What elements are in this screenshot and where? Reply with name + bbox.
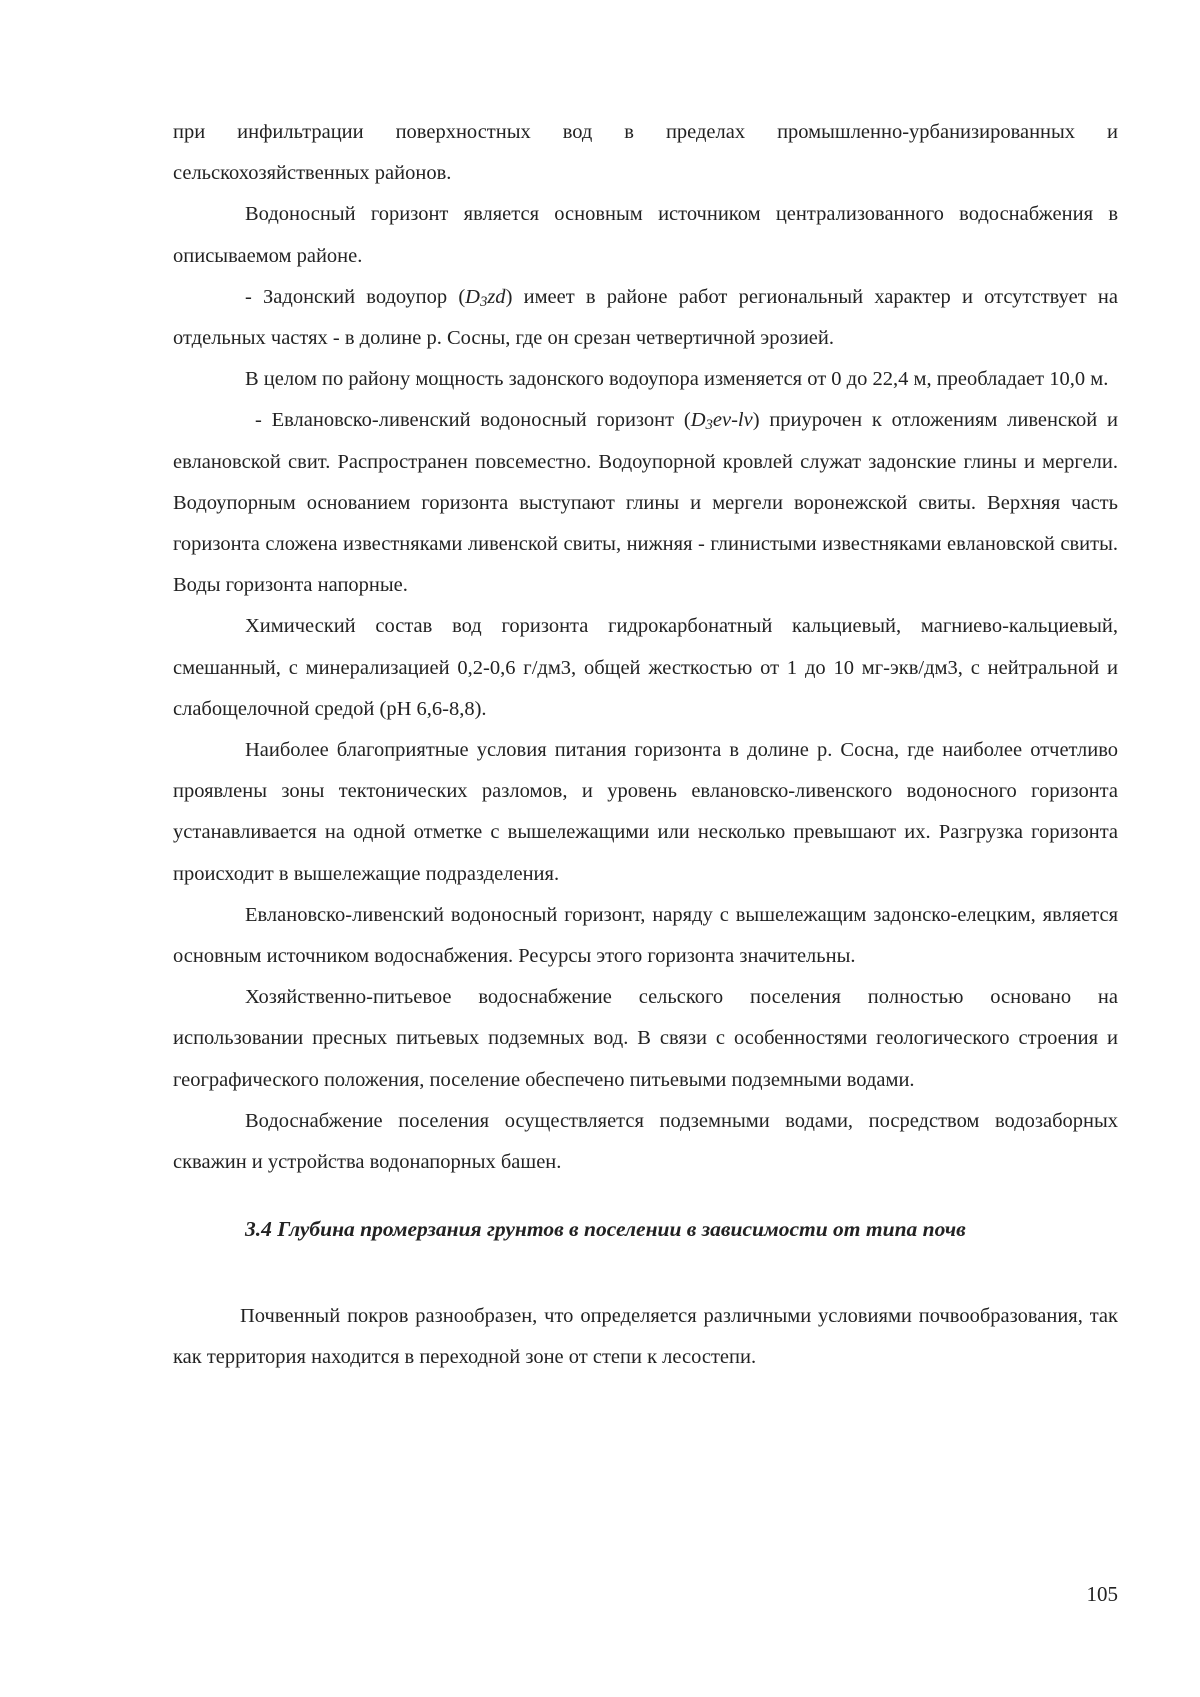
paragraph-main-supply-source: Евлановско-ливенский водоносный горизонт, наряду с вышележащим задонско-елецким, является основным источником водоснабжения. Ресурсы этого горизонта значительны. <box>173 903 1118 968</box>
paragraph-soil-cover: Почвенный покров разнообразен, что определяется различными условиями почвообразования, так как территория находится в переходной зоне от степи к лесостепи. <box>173 1305 1118 1369</box>
paragraph-aquitard-thickness: В целом по району мощность задонского водоупора изменяется от 0 до 22,4 м, преобладает 10,0 м. <box>245 368 1109 391</box>
paragraph-text-end: ) приурочен к отложениям ливенской и евлановской свит. Распространен повсеместно. Водоупорной кровлей служат задонские глины и мергели. Водоупорным основанием горизонта выступают глины и мергели воронежской свиты. Верхняя часть горизонта сложена известняками ливенской свиты, нижняя - глинистыми известняками евлановской свиты. Воды горизонта напорные. <box>173 409 1118 597</box>
paragraph-water-supply-method: Водоснабжение поселения осуществляется подземными водами, посредством водозаборных скважин и устройства водонапорных башен. <box>173 1109 1118 1174</box>
paragraph-text-start: - Евлановско-ливенский водоносный горизонт ( <box>255 409 691 432</box>
formula-d3ev-lv: $D_3ev-lv$ <box>690 409 753 434</box>
paragraph-recharge-conditions: Наиболее благоприятные условия питания горизонта в долине р. Сосна, где наиболее отчетливо проявлены зоны тектонических разломов, и уровень евлановско-ливенского водоносного горизонта устанавливается на одной отметке с вышележащими или несколько превышают их. Разгрузка горизонта происходит в вышележащие подразделения. <box>173 739 1118 885</box>
paragraph-text-start: - Задонский водоупор <box>245 285 459 308</box>
paragraph-aquifer-main-source: Водоносный горизонт является основным источником централизованного водоснабжения в описываемом районе. <box>173 203 1118 267</box>
page-body <box>173 112 1118 1379</box>
page-number: 105 <box>1086 1582 1118 1606</box>
paragraph-text-end: имеет в районе работ региональный характер и отсутствует на отдельных частях - в долине р. Сосны, где он срезан четвертичной эрозией. <box>173 285 1118 350</box>
paragraph-drinking-water-supply: Хозяйственно-питьевое водоснабжение сельского поселения полностью основано на использовании пресных питьевых подземных вод. В связи с особенностями геологического строения и географического положения, поселение обеспечено питьевыми подземными водами. <box>173 986 1118 1091</box>
paragraph-infiltration: при инфильтрации поверхностных вод в пределах промышленно-урбанизированных и сельскохозяйственных районов. <box>173 121 1118 185</box>
formula-d3zd: $D_3zd$ <box>465 285 506 310</box>
section-heading: 3.4 Глубина промерзания грунтов в поселении в зависимости от типа почв <box>245 1217 966 1242</box>
paragraph-chemical-composition: Химический состав вод горизонта гидрокарбонатный кальциевый, магниево-кальциевый, смешанный, с минерализацией 0,2-0,6 г/дм3, общей жесткостью от 1 до 10 мг-экв/дм3, с нейтральной и слабощелочной средой (рН 6,6-8,8). <box>173 615 1118 720</box>
paragraph-evlanovsko-livensky <box>173 400 1118 606</box>
paragraph-zadonsky-aquitard: - Задонский водоупор $(D_3zd)$ имеет в районе работ региональный характер и отсутствует на отдельных частях - в долине р. Сосны, где он срезан четвертичной эрозией. <box>173 285 1118 350</box>
